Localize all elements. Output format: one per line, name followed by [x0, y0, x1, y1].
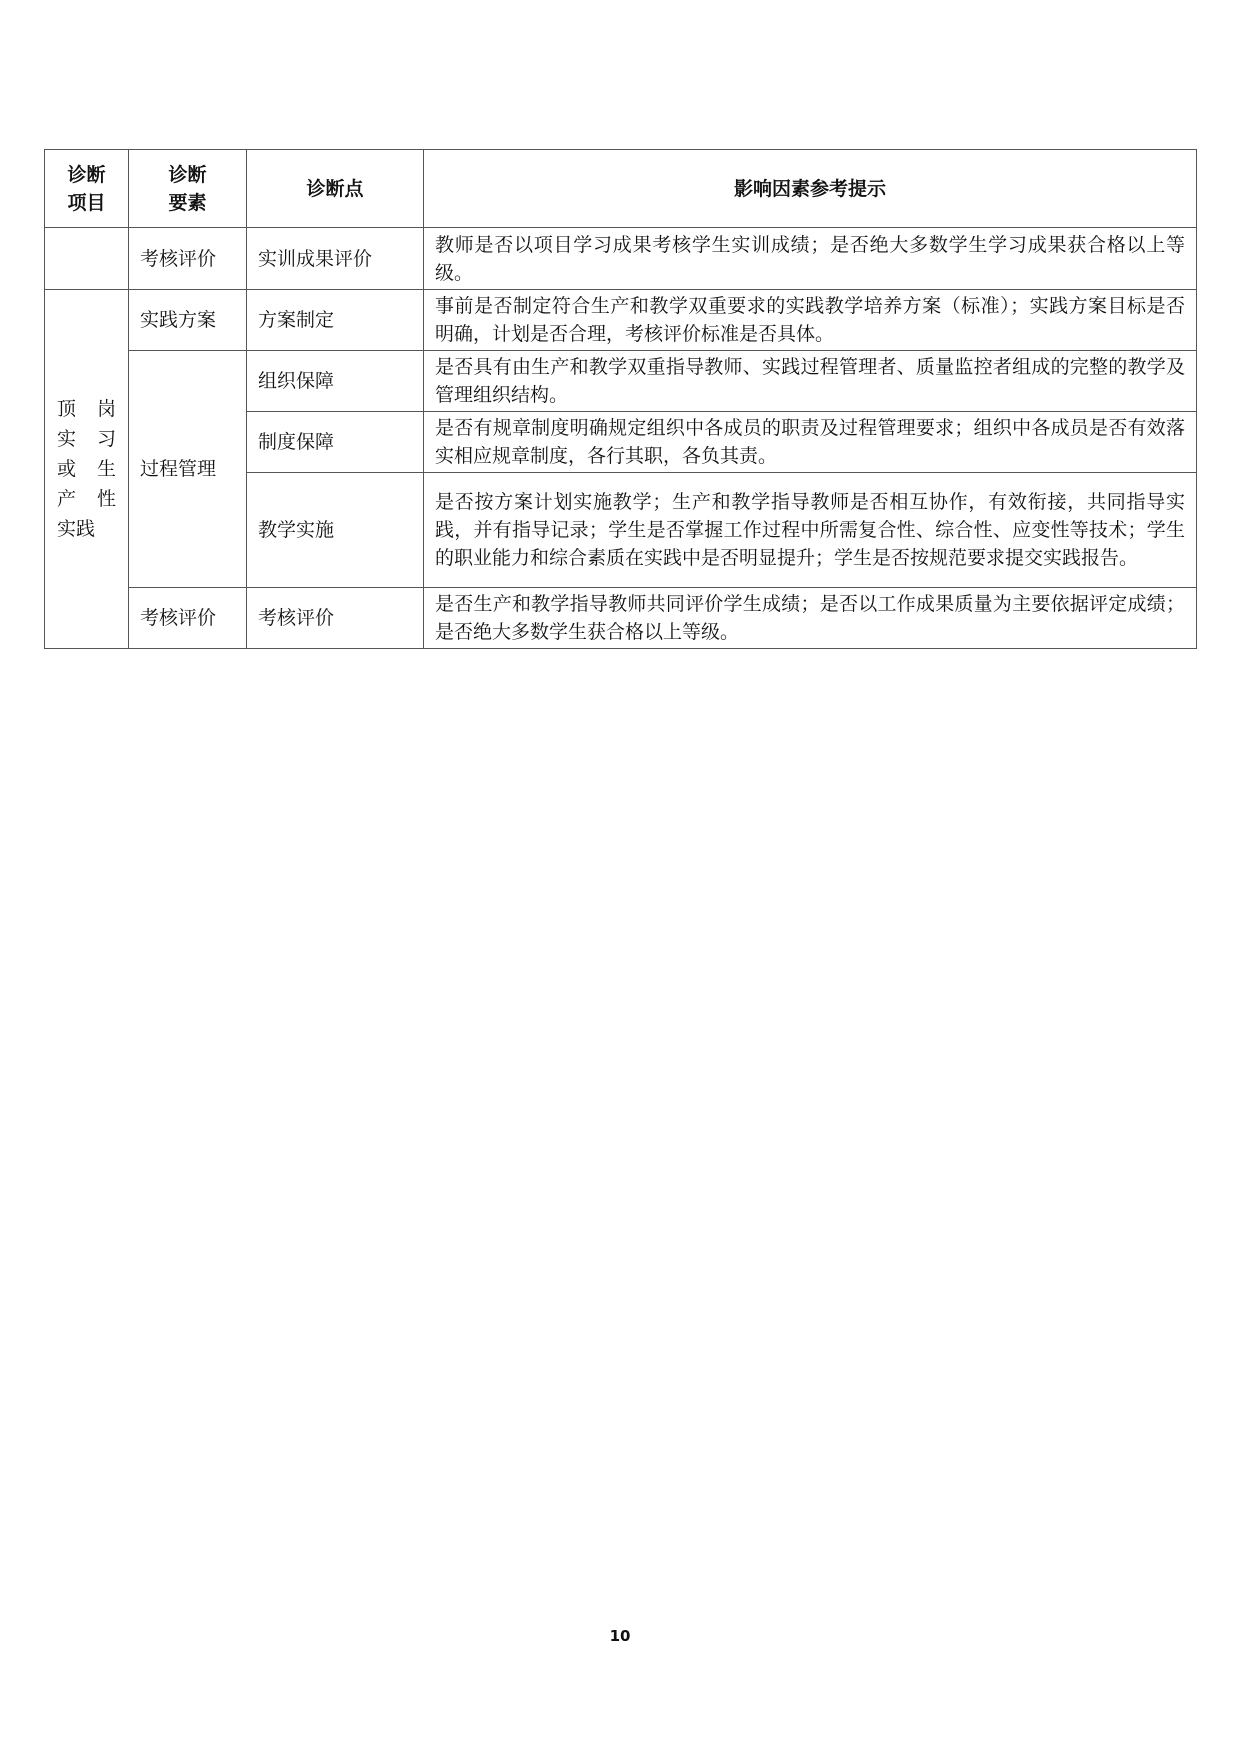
project-cell-internship: [45, 290, 129, 649]
header-factor: 影响因素参考提示: [424, 150, 1197, 228]
project-line: 或 生: [57, 458, 116, 480]
point-cell: 方案制定: [247, 290, 424, 351]
project-line: 实 习: [57, 428, 116, 450]
factor-cell: 是否有规章制度明确规定组织中各成员的职责及过程管理要求；组织中各成员是否有效落实相应规章制度，各行其职，各负其责。: [424, 412, 1197, 473]
header-element-line-1: 诊断: [168, 163, 207, 186]
header-project-line-1: 诊断: [67, 163, 106, 186]
point-cell: 考核评价: [247, 588, 424, 649]
page-number: 10: [609, 1627, 631, 1645]
point-cell: 实训成果评价: [247, 228, 424, 290]
point-cell: 制度保障: [247, 412, 424, 473]
header-project-line-2: 项目: [67, 191, 106, 214]
header-point: 诊断点: [247, 150, 424, 228]
factor-cell: 是否生产和教学指导教师共同评价学生成绩；是否以工作成果质量为主要依据评定成绩；是否绝大多数学生获合格以上等级。: [424, 588, 1197, 649]
factor-cell: 是否按方案计划实施教学；生产和教学指导教师是否相互协作，有效衔接，共同指导实践，并有指导记录；学生是否掌握工作过程中所需复合性、综合性、应变性等技术；学生的职业能力和综合素质在实践中是否明显提升；学生是否按规范要求提交实践报告。: [424, 473, 1197, 588]
point-cell: 教学实施: [247, 473, 424, 588]
table-row: [45, 228, 1197, 290]
table-row: [45, 290, 1197, 351]
factor-cell: 是否具有由生产和教学双重指导教师、实践过程管理者、质量监控者组成的完整的教学及管理组织结构。: [424, 351, 1197, 412]
project-line: 产 性: [57, 488, 116, 510]
header-project: [45, 150, 129, 228]
header-element-line-2: 要素: [168, 191, 207, 214]
element-cell: 考核评价: [129, 588, 247, 649]
point-cell: 组织保障: [247, 351, 424, 412]
table-row: [45, 351, 1197, 412]
header-element: [129, 150, 247, 228]
project-line: 顶 岗: [57, 398, 116, 420]
element-cell: 考核评价: [129, 228, 247, 290]
project-line: 实践: [57, 518, 96, 540]
diagnosis-table: [44, 149, 1197, 649]
project-cell-empty: [45, 228, 129, 290]
factor-cell: 事前是否制定符合生产和教学双重要求的实践教学培养方案（标准）；实践方案目标是否明确，计划是否合理，考核评价标准是否具体。: [424, 290, 1197, 351]
table-row: [45, 588, 1197, 649]
element-cell: 实践方案: [129, 290, 247, 351]
element-cell-process: 过程管理: [129, 351, 247, 588]
table-header-row: [45, 150, 1197, 228]
factor-cell: 教师是否以项目学习成果考核学生实训成绩；是否绝大多数学生学习成果获合格以上等级。: [424, 228, 1197, 290]
